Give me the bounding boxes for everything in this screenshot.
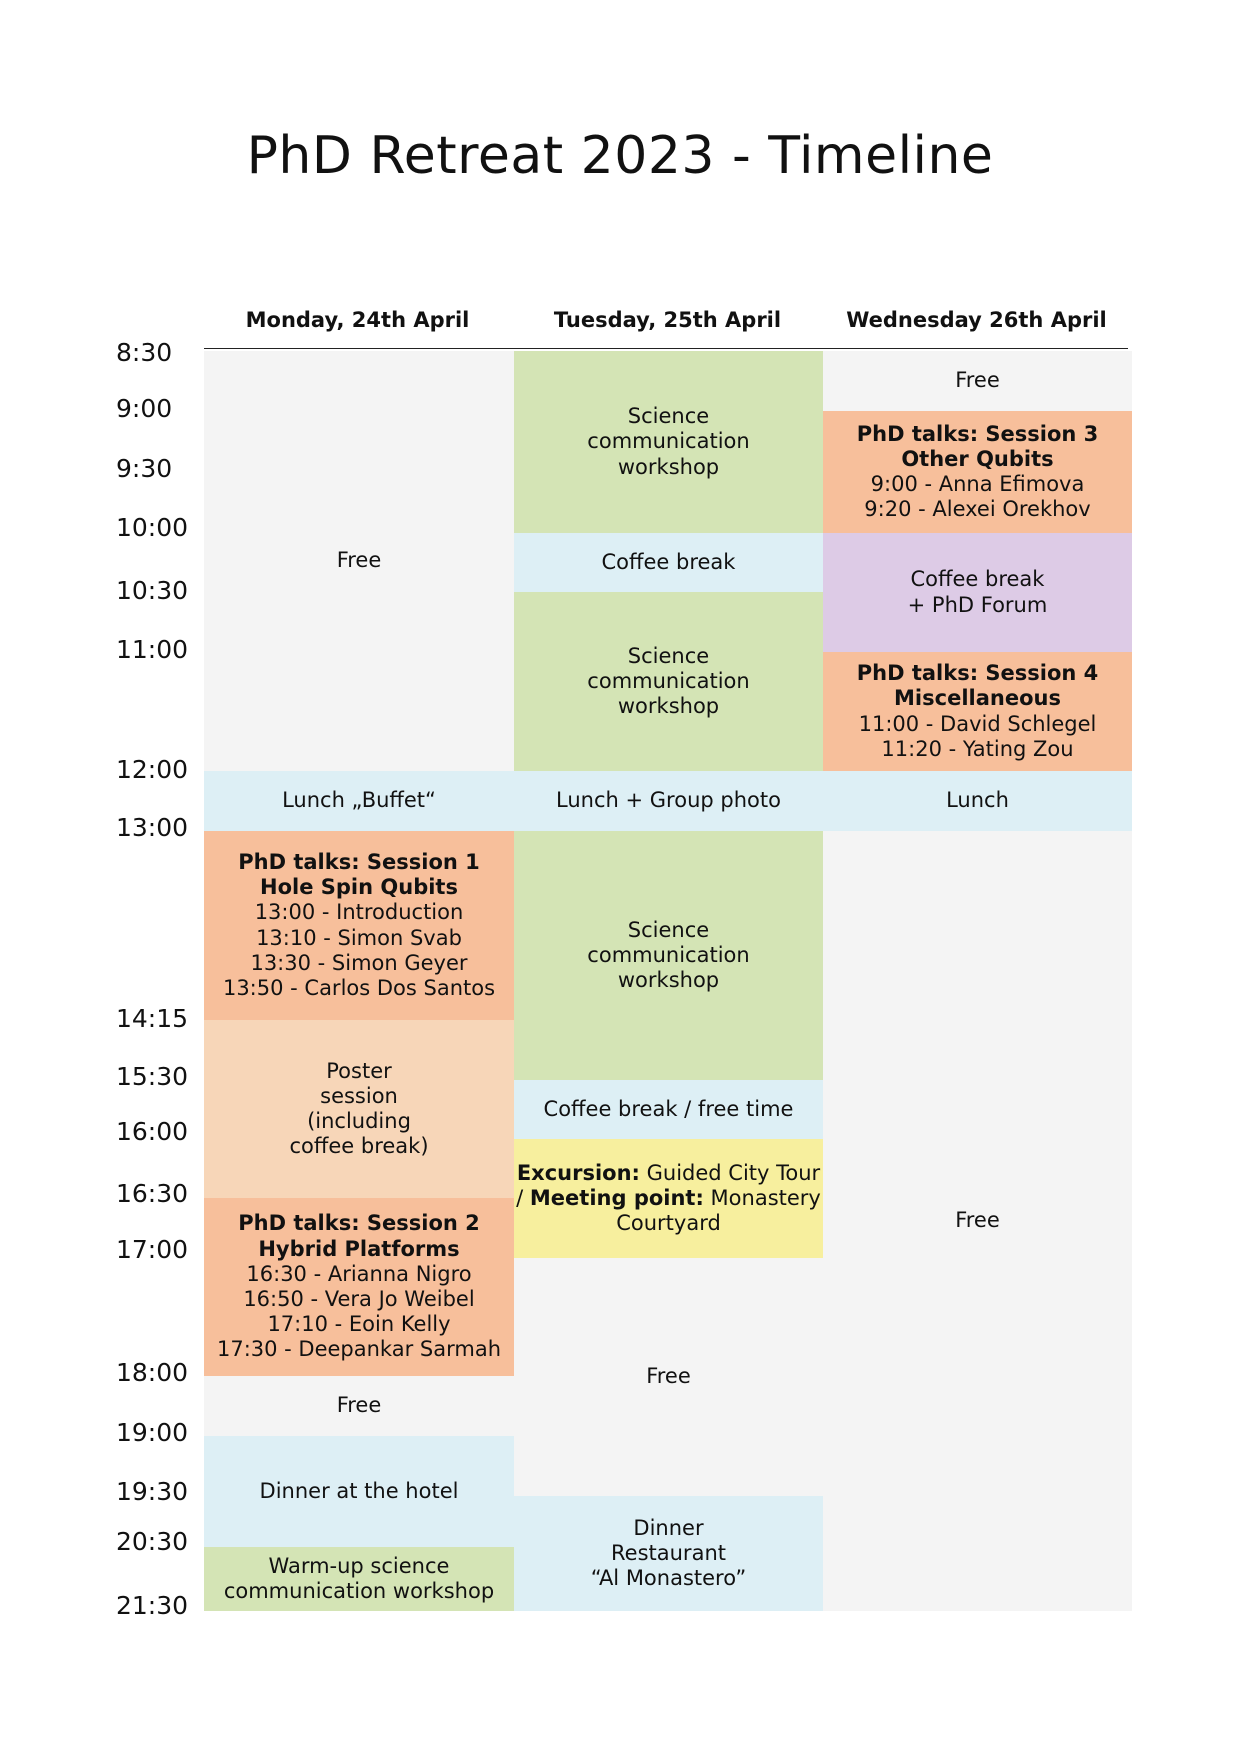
- block-line: 11:20 - Yating Zou: [881, 736, 1074, 761]
- block-line: Free: [955, 368, 1000, 393]
- block-line-part: Guided City Tour: [639, 1160, 821, 1185]
- block-line: Coffee break: [910, 567, 1045, 592]
- page-title: PhD Retreat 2023 - Timeline: [246, 126, 994, 186]
- time-label: 14:15: [116, 1004, 189, 1033]
- block-line: Courtyard: [616, 1211, 721, 1236]
- block-line: communication: [587, 429, 750, 454]
- block-line: Dinner: [633, 1515, 704, 1540]
- block-line: Hybrid Platforms: [258, 1236, 460, 1261]
- time-label: 15:30: [116, 1062, 189, 1091]
- time-label: 12:00: [116, 755, 189, 784]
- time-label: 13:00: [116, 813, 189, 842]
- schedule-block-workshop: [204, 1547, 514, 1611]
- time-label: 9:30: [116, 454, 173, 483]
- block-line: 16:30 - Arianna Nigro: [246, 1261, 472, 1286]
- schedule-block-talk: [823, 411, 1132, 533]
- block-line: [516, 1186, 821, 1211]
- time-label: 16:30: [116, 1179, 189, 1208]
- schedule-block-break: [204, 771, 514, 831]
- block-line: 13:30 - Simon Geyer: [250, 950, 468, 975]
- block-line: Lunch „Buffet“: [282, 788, 436, 813]
- schedule-block-poster: [204, 1020, 514, 1198]
- block-line: session: [320, 1083, 398, 1108]
- block-line: Free: [336, 1393, 382, 1418]
- block-line: Restaurant: [611, 1540, 726, 1565]
- block-line: PhD talks: Session 4: [856, 661, 1099, 686]
- schedule-block-talk: [204, 1198, 514, 1376]
- time-label: 10:30: [116, 576, 189, 605]
- block-line: Science: [627, 917, 710, 942]
- block-line: Lunch: [946, 788, 1009, 813]
- block-line: 17:30 - Deepankar Sarmah: [216, 1337, 502, 1362]
- time-label: 18:00: [116, 1358, 189, 1387]
- block-line: Free: [955, 1208, 1000, 1233]
- day-header-wednesday: Wednesday 26th April: [846, 308, 1107, 332]
- schedule-block-talk: [823, 652, 1132, 771]
- block-line: [517, 1161, 820, 1186]
- schedule-block-break: [514, 533, 823, 592]
- schedule-block-excursion: [514, 1139, 823, 1258]
- block-line: communication: [587, 942, 750, 967]
- schedule-block-break: [514, 1080, 823, 1139]
- block-line: workshop: [617, 968, 720, 993]
- block-line: PhD talks: Session 2: [238, 1211, 480, 1236]
- block-line: + PhD Forum: [907, 592, 1048, 617]
- block-line: Miscellaneous: [894, 686, 1061, 711]
- block-line: Poster: [326, 1058, 392, 1083]
- schedule-block-workshop: [514, 351, 823, 533]
- block-line: workshop: [617, 454, 720, 479]
- block-line: communication: [587, 668, 750, 693]
- block-line: Warm-up science: [268, 1553, 450, 1578]
- block-line: Coffee break / free time: [543, 1096, 794, 1121]
- block-line: 13:50 - Carlos Dos Santos: [222, 975, 496, 1000]
- block-line: 11:00 - David Schlegel: [858, 711, 1097, 736]
- block-line: 9:00 - Anna Efimova: [870, 472, 1085, 496]
- block-line: “Al Monastero”: [590, 1566, 747, 1591]
- schedule-block-free: [204, 1376, 514, 1436]
- block-line: 9:20 - Alexei Orekhov: [864, 497, 1091, 522]
- schedule-block-forum: [823, 533, 1132, 652]
- schedule-block-free: [823, 351, 1132, 411]
- schedule-block-break: [514, 1496, 823, 1611]
- block-line: 16:50 - Vera Jo Weibel: [243, 1287, 475, 1311]
- header-rule: [204, 348, 1128, 349]
- time-label: 11:00: [116, 635, 189, 664]
- schedule-block-break: [514, 771, 823, 831]
- block-line: 13:10 - Simon Svab: [256, 925, 462, 950]
- time-label: 9:00: [116, 394, 173, 423]
- block-line: coffee break): [289, 1134, 429, 1159]
- time-label: 19:00: [116, 1418, 189, 1447]
- block-line: Science: [627, 404, 710, 429]
- block-line-part: Monastery: [703, 1185, 821, 1210]
- block-line: Free: [646, 1364, 691, 1389]
- block-line: 17:10 - Eoin Kelly: [267, 1312, 451, 1337]
- schedule-block-break: [823, 771, 1132, 831]
- time-label: 19:30: [116, 1477, 189, 1506]
- block-line-part: Meeting point:: [529, 1185, 704, 1210]
- block-line: Lunch + Group photo: [556, 788, 781, 813]
- block-line: Coffee break: [601, 549, 736, 574]
- time-label: 16:00: [116, 1117, 189, 1146]
- schedule-block-free: [823, 831, 1132, 1611]
- block-line: PhD talks: Session 3: [856, 421, 1099, 446]
- time-label: 10:00: [116, 513, 189, 542]
- schedule-block-workshop: [514, 592, 823, 771]
- block-line: communication workshop: [223, 1579, 495, 1603]
- schedule-block-talk: [204, 831, 514, 1020]
- block-line: Free: [336, 548, 382, 573]
- day-header-tuesday: Tuesday, 25th April: [553, 308, 782, 332]
- time-label: 8:30: [116, 338, 173, 367]
- block-line: Hole Spin Qubits: [260, 875, 458, 900]
- time-label: 20:30: [116, 1527, 189, 1556]
- schedule-block-break: [204, 1436, 514, 1547]
- schedule-block-free: [204, 351, 514, 771]
- schedule-block-workshop: [514, 831, 823, 1080]
- block-line-part: Excursion:: [516, 1160, 640, 1185]
- block-line: (including: [307, 1109, 411, 1133]
- schedule-block-free: [514, 1258, 823, 1496]
- day-header-monday: Monday, 24th April: [245, 308, 470, 332]
- block-line: Science: [627, 643, 710, 668]
- time-label: 17:00: [116, 1235, 189, 1264]
- block-line: PhD talks: Session 1: [238, 849, 480, 874]
- block-line: 13:00 - Introduction: [254, 900, 464, 925]
- block-line: Other Qubits: [901, 446, 1054, 471]
- time-label: 21:30: [116, 1591, 189, 1620]
- block-line: workshop: [617, 694, 720, 719]
- block-line-part: /: [516, 1185, 530, 1210]
- block-line: Dinner at the hotel: [259, 1478, 459, 1503]
